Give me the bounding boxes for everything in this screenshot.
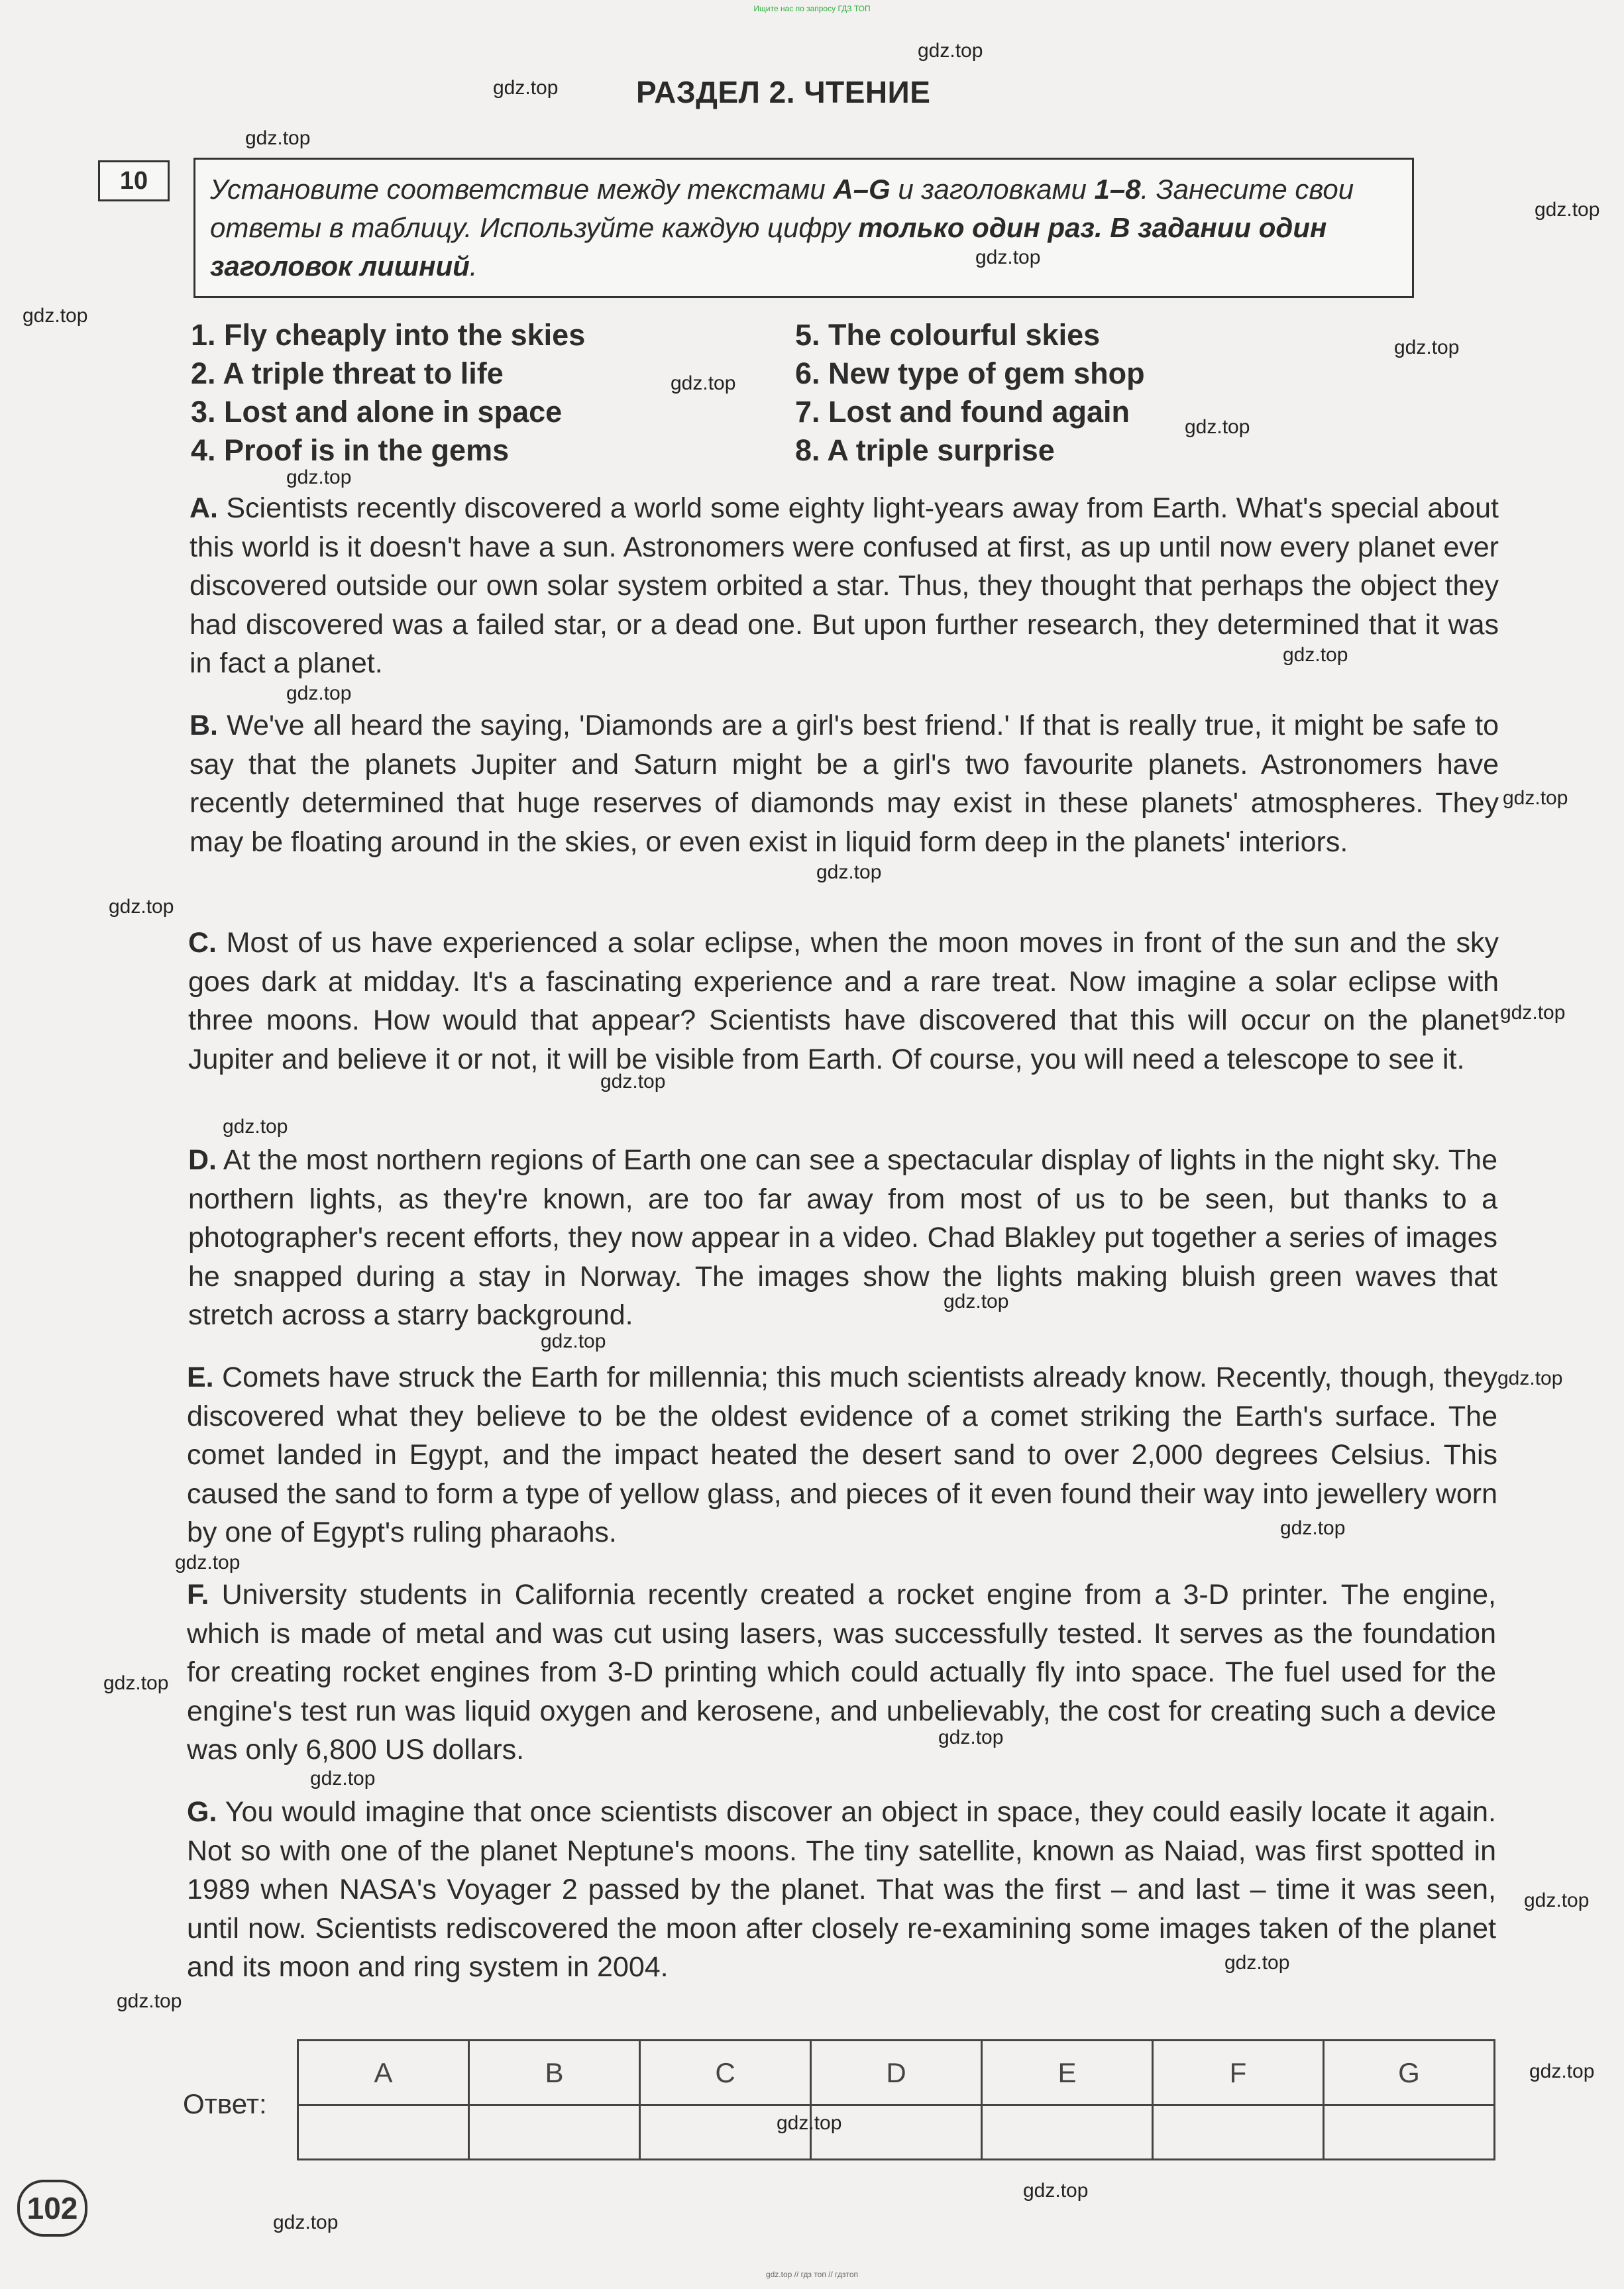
text-body: We've all heard the saying, 'Diamonds are a girl's best friend.' If that is really true, it might be safe to say that the planets Jupiter and Saturn might be a girl's two favourite planets. Astronomers have recently determined that huge reserves of diamonds may exist in these planets' atmospheres. They may be floating around in the skies, or even exist in liquid form deep in the planets' interiors. bbox=[189, 710, 1499, 858]
answer-cell[interactable] bbox=[469, 2105, 640, 2160]
watermark: gdz.top bbox=[103, 1672, 169, 1694]
text-letter: B. bbox=[189, 710, 218, 741]
watermark: gdz.top bbox=[1500, 1002, 1566, 1024]
watermark: gdz.top bbox=[1529, 2060, 1595, 2082]
watermark: gdz.top bbox=[1185, 416, 1250, 438]
watermark: gdz.top bbox=[975, 246, 1041, 268]
answer-cell[interactable] bbox=[298, 2105, 469, 2160]
watermark: gdz.top bbox=[310, 1768, 376, 1789]
watermark: gdz.top bbox=[600, 1071, 666, 1092]
answer-column-header: E bbox=[982, 2041, 1153, 2105]
watermark: gdz.top bbox=[245, 127, 311, 149]
text-letter: C. bbox=[188, 927, 217, 959]
text-b bbox=[189, 706, 1499, 861]
answer-column-header: G bbox=[1324, 2041, 1495, 2105]
answer-column-header: C bbox=[640, 2041, 811, 2105]
heading-item: 8. A triple surprise bbox=[795, 433, 1055, 467]
text-body: At the most northern regions of Earth one can see a spectacular display of lights in the night sky. The northern lights, as they're known, are too far away from most of us to be seen, but thanks to a photographer's recent efforts, they now appear in a video. Chad Blakley put together a series of images he snapped during a stay in Norway. The images show the lights making bluish green waves that stretch across a starry background. bbox=[188, 1144, 1497, 1331]
watermark: gdz.top bbox=[541, 1330, 606, 1352]
text-body: University students in California recently created a rocket engine from a 3-D printer. The engine, which is made of metal and was cut using lasers, was successfully tested. It serves as the foundation for creating rocket engines from 3-D printing which could actually fly into space. The fuel used for the engine's test run was liquid oxygen and kerosene, and unbelievably, the cost for creating such a device was only 6,800 US dollars. bbox=[187, 1579, 1496, 1766]
watermark: gdz.top bbox=[816, 861, 882, 883]
text-body: Scientists recently discovered a world some eighty light-years away from Earth. What's special about this world is it doesn't have a sun. Astronomers were confused at first, as up until now every planet ever discovered outside our own solar system orbited a star. Thus, they thought that perhaps the object they had discovered was a failed star, or a dead one. But upon further research, they determined that it was in fact a planet. bbox=[189, 492, 1499, 679]
text-letter: A. bbox=[189, 492, 218, 524]
text-body: Comets have struck the Earth for millennia; this much scientists already know. Recently, though, they discovered what they believe to be the oldest evidence of a comet striking the Earth's surface. The comet landed in Egypt, and the impact heated the desert sand to over 2,000 degrees Celsius. This caused the sand to form a type of yellow glass, and pieces of it even found their way into jewellery worn by one of Egypt's ruling pharaohs. bbox=[187, 1361, 1497, 1548]
heading-item: 7. Lost and found again bbox=[795, 395, 1130, 429]
answer-column-header: D bbox=[811, 2041, 982, 2105]
heading-item: 1. Fly cheaply into the skies bbox=[191, 318, 586, 352]
heading-item: 6. New type of gem shop bbox=[795, 356, 1145, 390]
watermark: gdz.top bbox=[493, 77, 559, 99]
watermark: gdz.top bbox=[23, 305, 88, 327]
text-letter: F. bbox=[187, 1579, 209, 1611]
answer-label: Ответ: bbox=[183, 2088, 267, 2119]
text-body: Most of us have experienced a solar eclipse, when the moon moves in front of the sun and the sky goes dark at midday. It's a fascinating experience and a rare treat. Now imagine a solar eclipse with three moons. How would that appear? Scientists have discovered that this will occur on the planet Jupiter and believe it or not, it will be visible from Earth. Of course, you will need a telescope to see it. bbox=[188, 927, 1499, 1075]
watermark: gdz.top bbox=[1394, 337, 1460, 358]
watermark: gdz.top bbox=[938, 1727, 1004, 1748]
watermark: gdz.top bbox=[1497, 1367, 1563, 1389]
answer-column-header: B bbox=[469, 2041, 640, 2105]
watermark: gdz.top bbox=[1524, 1890, 1590, 1911]
page-number: 102 bbox=[17, 2180, 87, 2237]
watermark: gdz.top bbox=[777, 2112, 842, 2134]
instruction-text: Установите соответствие между текстами bbox=[210, 174, 834, 205]
watermark: gdz.top bbox=[1283, 644, 1348, 666]
answer-cell[interactable] bbox=[1324, 2105, 1495, 2160]
watermark: gdz.top bbox=[671, 372, 736, 394]
task-instruction bbox=[193, 158, 1414, 298]
instruction-text: . Занесите свои ответы в таблицу. Используйте каждую цифру bbox=[210, 174, 1354, 243]
watermark: gdz.top bbox=[1535, 199, 1600, 221]
heading-item: 4. Proof is in the gems bbox=[191, 433, 510, 467]
instruction-text: . bbox=[469, 250, 478, 282]
instruction-bold: только один раз. В задании один заголовок лишний bbox=[210, 212, 1327, 282]
task-number: 10 bbox=[98, 160, 170, 201]
watermark: gdz.top bbox=[273, 2211, 339, 2233]
watermark: gdz.top bbox=[109, 896, 174, 918]
heading-item: 3. Lost and alone in space bbox=[191, 395, 563, 429]
answer-column-header: F bbox=[1153, 2041, 1324, 2105]
text-c bbox=[188, 924, 1499, 1079]
instruction-bold: 1–8 bbox=[1094, 174, 1141, 205]
watermark: gdz.top bbox=[117, 1990, 182, 2012]
answer-cell[interactable] bbox=[1153, 2105, 1324, 2160]
instruction-bold: A–G bbox=[833, 174, 891, 205]
watermark: gdz.top bbox=[944, 1291, 1009, 1312]
text-d bbox=[188, 1141, 1497, 1335]
watermark: gdz.top bbox=[223, 1116, 288, 1138]
heading-item: 5. The colourful skies bbox=[795, 318, 1101, 352]
text-letter: G. bbox=[187, 1796, 217, 1828]
bottom-note: gdz.top // гдз топ // гдзтоп bbox=[765, 2270, 859, 2279]
text-body: You would imagine that once scientists discover an object in space, they could easily locate it again. Not so with one of the planet Neptune's moons. The tiny satellite, known as Naiad, was first spotted in 1989 when NASA's Voyager 2 passed by the planet. That was the first – and last – time it was seen, until now. Scientists rediscovered the moon after closely re-examining some images taken of the planet and its moon and ring system in 2004. bbox=[187, 1796, 1496, 1983]
text-g bbox=[187, 1793, 1496, 1987]
section-title: РАЗДЕЛ 2. ЧТЕНИЕ bbox=[636, 75, 931, 109]
heading-item: 2. A triple threat to life bbox=[191, 356, 504, 390]
watermark: gdz.top bbox=[175, 1552, 241, 1573]
watermark: gdz.top bbox=[1023, 2180, 1089, 2202]
text-f bbox=[187, 1575, 1496, 1770]
text-letter: E. bbox=[187, 1361, 214, 1393]
answer-table bbox=[297, 2039, 1495, 2160]
instruction-text: и заголовками bbox=[890, 174, 1095, 205]
watermark: gdz.top bbox=[918, 40, 983, 62]
top-note: Ищите нас по запросу ГДЗ ТОП bbox=[753, 4, 871, 13]
text-letter: D. bbox=[188, 1144, 217, 1176]
watermark: gdz.top bbox=[1503, 787, 1568, 809]
watermark: gdz.top bbox=[1280, 1517, 1346, 1539]
watermark: gdz.top bbox=[1224, 1952, 1290, 1974]
answer-column-header: A bbox=[298, 2041, 469, 2105]
answer-cell[interactable] bbox=[982, 2105, 1153, 2160]
watermark: gdz.top bbox=[286, 682, 352, 704]
watermark: gdz.top bbox=[286, 466, 352, 488]
